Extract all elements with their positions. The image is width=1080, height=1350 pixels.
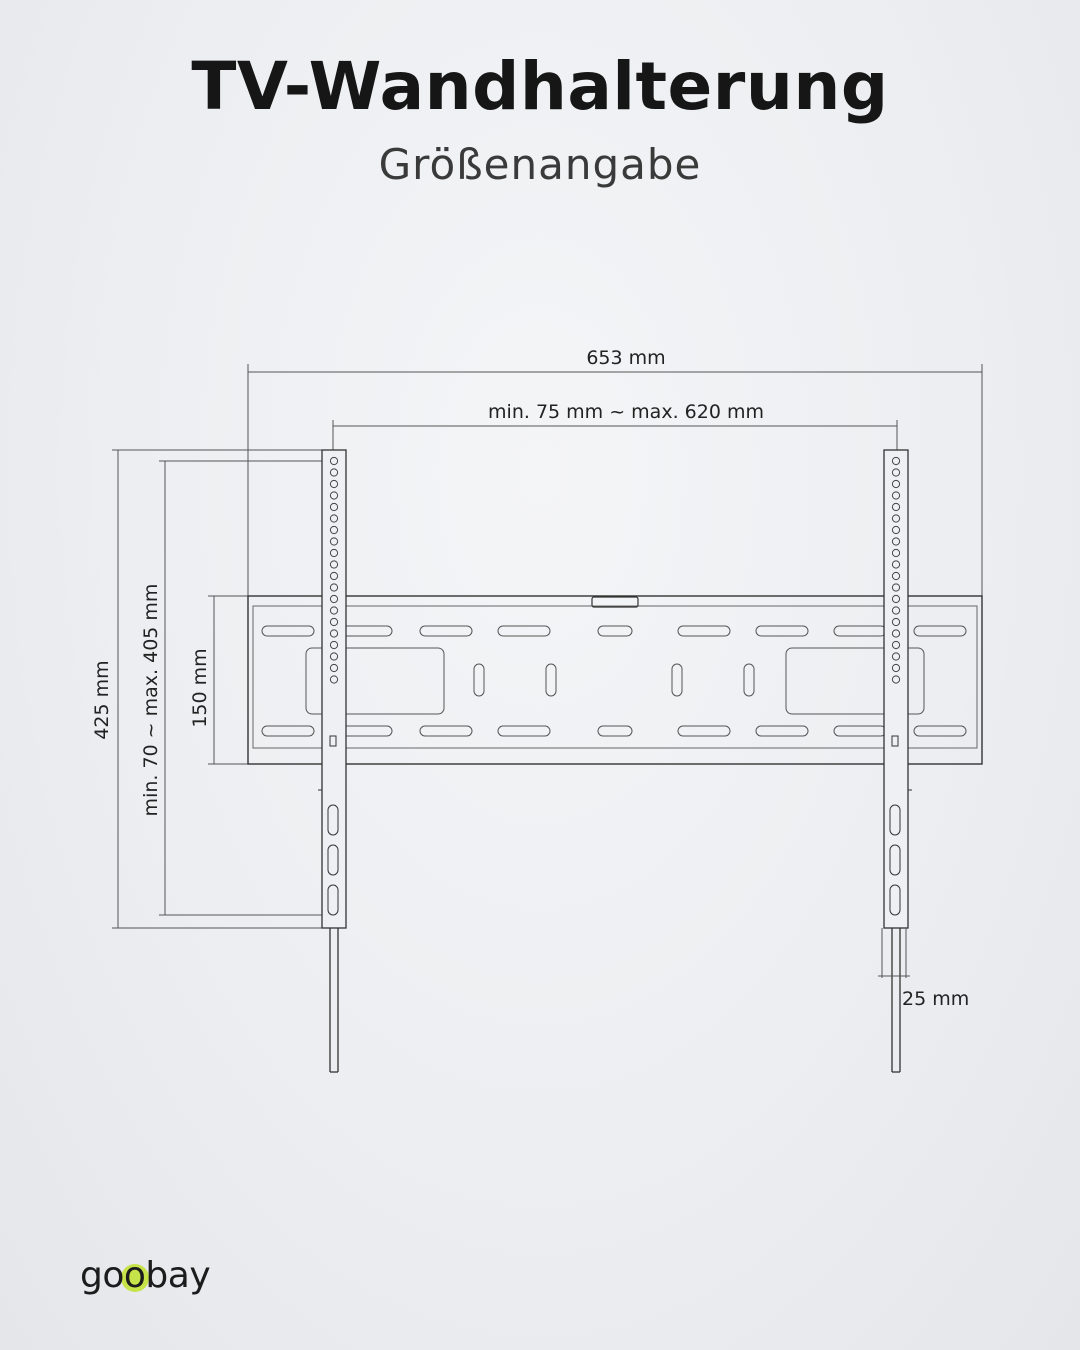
brand-logo (80, 1245, 280, 1305)
arm-right (884, 450, 912, 1072)
wall-plate (248, 596, 982, 764)
label-overall-height: 425 mm (91, 660, 113, 740)
logo-wordmark: goobay (80, 1255, 211, 1296)
dim-overall-width (248, 364, 982, 600)
label-overall-width: 653 mm (586, 347, 666, 369)
label-vesa-vertical: min. 70 ~ max. 405 mm (140, 583, 162, 817)
dim-vesa-horizontal (333, 420, 897, 452)
arm-left (318, 450, 346, 1072)
label-vesa-horizontal: min. 75 mm ~ max. 620 mm (488, 401, 764, 423)
label-wall-distance: 25 mm (902, 988, 970, 1010)
dim-frame-height (208, 596, 248, 764)
dim-wall-distance (878, 928, 910, 978)
label-frame-height: 150 mm (189, 648, 211, 728)
dim-vesa-vertical (159, 461, 326, 915)
page-title: TV-Wandhalterung (191, 48, 889, 125)
page-subtitle: Größenangabe (378, 140, 702, 189)
